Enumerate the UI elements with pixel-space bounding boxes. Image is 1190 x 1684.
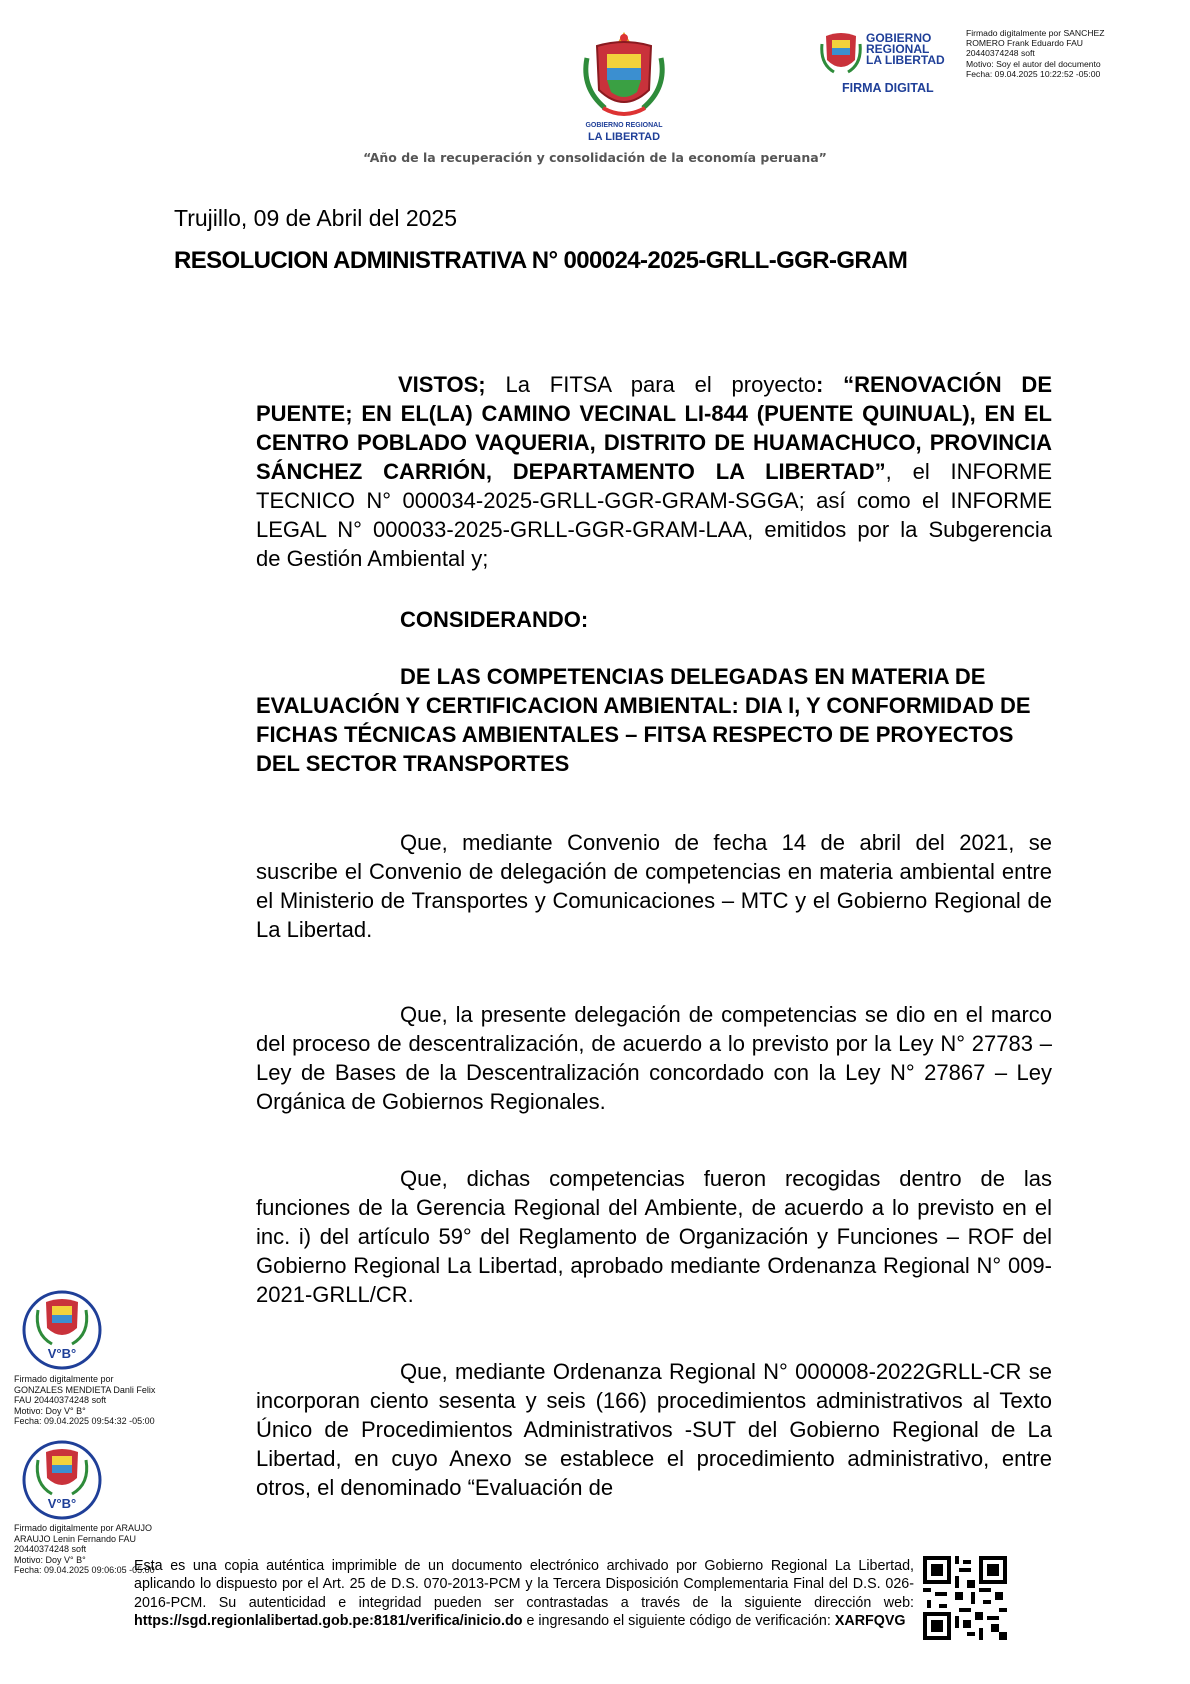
org-line-3: LA LIBERTAD [866,53,945,67]
vb-seal-icon [22,1440,102,1520]
signature-line: Fecha: 09.04.2025 10:22:52 -05:00 [966,68,1101,79]
signature-line: Firmado digitalmente por SANCHEZ [966,28,1105,38]
signature-line: ROMERO Frank Eduardo FAU [966,38,1084,49]
paragraph [256,1000,1052,1116]
vb-line: Motivo: Doy V° B° [14,1405,86,1416]
vb-line: Fecha: 09.04.2025 09:54:32 -05:00 [14,1416,155,1426]
crest-label-1: GOBIERNO REGIONAL [585,122,663,129]
footer-text-2: e ingresando el siguiente código de verificación: [522,1612,835,1629]
section-heading-text: DE LAS COMPETENCIAS DELEGADAS EN MATERIA DE EVALUACIÓN Y CERTIFICACION AMBIENTAL: DIA I, Y CONFORMIDAD DE FICHAS TÉCNICAS AMBIENTALES – FITSA RESPECTO DE PROYECTOS DEL SECTOR TRANSPORTES [256,664,1031,776]
resolution-title: RESOLUCION ADMINISTRATIVA N° 000024-2025-GRLL-GGR-GRAM [174,247,908,274]
paragraph-text: Que, dichas competencias fueron recogidas dentro de las funciones de la Gerencia Regional del Ambiente, de acuerdo a lo previsto en el inc. i) del artículo 59° del Reglamento de Organización y Funciones – ROF del Gobierno Regional La Libertad, aprobado mediante Ordenanza Regional N° 009-2021-GRLL/CR. [256,1166,1052,1307]
vb-line: GONZALES MENDIETA Danli Felix [14,1384,156,1395]
vb-line: Firmado digitalmente por ARAUJO [14,1523,153,1533]
signature-org-name [866,33,945,66]
crest-label-2: LA LIBERTAD [587,131,661,143]
org-line-2: REGIONAL [866,42,930,56]
signature-line: Motivo: Soy el autor del documento [966,58,1101,69]
vb-stamp [22,1290,102,1370]
vistos-text: La FITSA para el proyecto [485,372,816,397]
paragraph-text: Que, mediante Ordenanza Regional N° 000008-2022GRLL-CR se incorporan ciento sesenta y seis (166) procedimientos administrativos al Texto Único de Procedimientos Administrativos -SUT del Gobierno Regional de La Libertad, en cuyo Anexo se establece el procedimiento administrativo, entre otros, el denominado “Evaluación de [256,1359,1052,1500]
paragraph [256,828,1052,944]
digital-signature-block [820,28,1130,98]
vb-line: Firmado digitalmente por [14,1374,114,1384]
vb-line: Fecha: 09.04.2025 09:06:05 -05:00 [14,1565,155,1575]
vb-mark: V°B° [47,1496,77,1511]
qr-code-icon [923,1556,1007,1640]
vb-seal-icon [22,1290,102,1370]
signature-line: 20440374248 soft [966,48,1035,59]
vistos-label: VISTOS; [398,372,486,397]
vb-line: 20440374248 soft [14,1544,87,1554]
vistos-text-2: , el INFORME TECNICO N° 000034-2025-GRLL-GGR-GRAM-SGGA; así como el INFORME LEGAL N° 000033-2025-GRLL-GGR-GRAM-LAA, emitidos por la Subgerencia de Gestión Ambiental y; [256,459,1052,571]
vistos-paragraph [256,370,1052,573]
document-date: Trujillo, 09 de Abril del 2025 [174,205,457,231]
project-name: : “RENOVACIÓN DE PUENTE; EN EL(LA) CAMINO VECINAL LI-844 (PUENTE QUINUAL), EN EL CENTRO POBLADO VAQUERIA, DISTRITO DE HUAMACHUCO, PROVINCIA SÁNCHEZ CARRIÓN, DEPARTAMENTO LA LIBERTAD” [256,372,1052,484]
vb-stamp [22,1440,102,1520]
section-heading [256,662,1052,778]
year-motto: “Año de la recuperación y consolidación de la economía peruana” [363,150,827,165]
verification-link[interactable]: https://sgd.regionlalibertad.gob.pe:8181/verifica/inicio.do [134,1612,523,1629]
paragraph [256,1357,1052,1502]
paragraph-text: Que, mediante Convenio de fecha 14 de abril del 2021, se suscribe el Convenio de delegación de competencias en materia ambiental entre el Ministerio de Transportes y Comunicaciones – MTC y el Gobierno Regional de La Libertad. [256,830,1052,942]
vb-line: ARAUJO Lenin Fernando FAU [14,1533,137,1544]
vb-line: Motivo: Doy V° B° [14,1554,86,1565]
org-line-1: GOBIERNO [866,31,932,45]
paragraph [256,1164,1052,1309]
signature-crest-icon [820,30,862,78]
vb-signature-text [14,1374,184,1427]
considerando-heading [256,605,1052,634]
vb-mark: V°B° [47,1346,77,1361]
regional-crest-logo [575,28,673,148]
authenticity-footer [134,1557,914,1630]
vb-line: FAU 20440374248 soft [14,1395,107,1405]
signature-details [966,28,1105,79]
verification-code: XARFQVG [834,1612,906,1629]
footer-text: Esta es una copia auténtica imprimible de un documento electrónico archivado por Gobierno Regional La Libertad, aplicando lo dispuesto por el Art. 25 de D.S. 070-2013-PCM y la Tercera Disposición Complementaria Final del D.S. 026- 2016-PCM. Su autenticidad e integridad pueden ser contrastadas a través de la siguiente dirección web: [134,1558,914,1611]
firma-digital-badge: FIRMA DIGITAL [842,81,934,95]
considerando-label: CONSIDERANDO: [400,607,589,632]
paragraph-text: Que, la presente delegación de competencias se dio en el marco del proceso de descentralización, de acuerdo a lo previsto por la Ley N° 27783 – Ley de Bases de la Descentralización concordado con la Ley N° 27867 – Ley Orgánica de Gobiernos Regionales. [256,1002,1052,1114]
